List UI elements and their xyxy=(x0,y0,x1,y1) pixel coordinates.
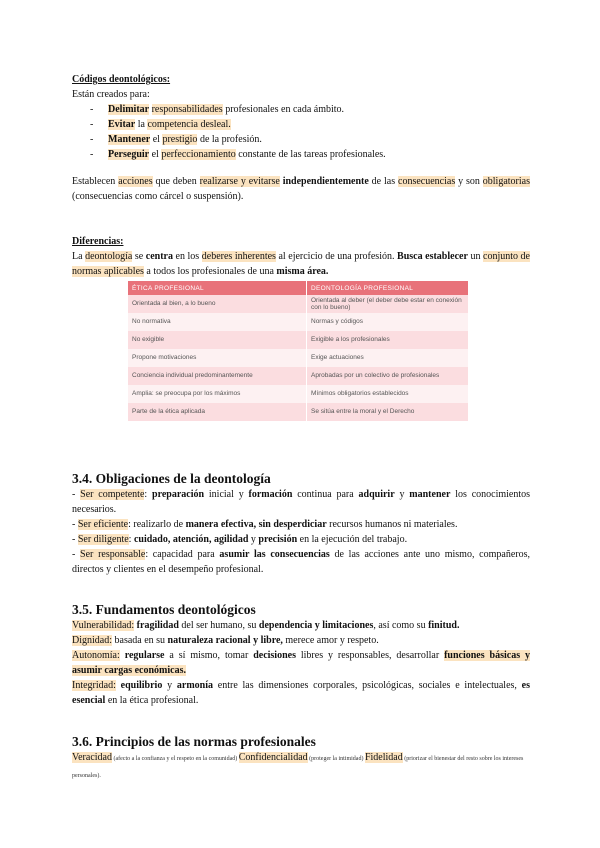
table-row xyxy=(128,295,468,313)
table-cell: Conciencia individual predominantemente xyxy=(128,367,307,385)
list-item: - Ser competente: preparación inicial y formación continua para adquirir y mantener los conocimientos necesarios. xyxy=(72,489,531,515)
table-row xyxy=(128,313,468,331)
obligaciones-heading: 3.4. Obligaciones de la deontología xyxy=(72,471,271,486)
table-header-row xyxy=(128,281,468,295)
codigos-intro: Están creados para: xyxy=(72,89,150,100)
list-item: - Evitar la competencia desleal. xyxy=(72,117,530,132)
principio-note: (priorizar el bienestar del resto sobre los intereses personales). xyxy=(72,756,524,779)
codigos-section xyxy=(72,72,530,162)
list-item: Autonomía: regularse a sí mismo, tomar decisiones libres y responsables, desarrollar funciones básicas y asumir cargas económicas. xyxy=(72,650,530,676)
table-cell: Se sitúa entre la moral y el Derecho xyxy=(307,403,469,421)
list-item: Integridad: equilibrio y armonía entre las dimensiones corporales, psicológicas, sociales e intelectuales, es esencial en la ética profesional. xyxy=(72,680,531,706)
table-cell: No exigible xyxy=(128,331,307,349)
list-item: - Ser responsable: capacidad para asumir las consecuencias de las acciones ante uno mismo, compañeros, directos y clientes en el desempeño profesional. xyxy=(72,549,530,575)
codigos-paragraph: Establecen acciones que deben realizarse y evitarse independientemente de las consecuencias y son obligatorias (consecuencias como cárcel o suspensión). xyxy=(72,176,530,202)
fundamentos-section xyxy=(72,618,530,708)
table-header: DEONTOLOGÍA PROFESIONAL xyxy=(307,281,469,295)
table-cell: Orientada al bien, a lo bueno xyxy=(128,295,307,313)
table-row xyxy=(128,331,468,349)
codigos-title: Códigos deontológicos: xyxy=(72,74,171,85)
principios-heading: 3.6. Principios de las normas profesionales xyxy=(72,734,316,749)
codigos-list xyxy=(72,102,530,162)
table-cell: Orientada al deber (el deber debe estar en conexión con lo bueno) xyxy=(307,295,469,313)
obligaciones-section xyxy=(72,487,530,577)
list-item: - Mantener el prestigio de la profesión. xyxy=(72,132,530,147)
list-item: - Delimitar responsabilidades profesionales en cada ámbito. xyxy=(72,102,530,117)
diferencias-section xyxy=(72,234,530,279)
table-cell: Amplia: se preocupa por los máximos xyxy=(128,385,307,403)
principio-fidelidad: Fidelidad xyxy=(364,752,403,763)
list-item: - Ser eficiente: realizarlo de manera efectiva, sin desperdiciar recursos humanos ni materiales. xyxy=(72,519,458,530)
table-cell: Normas y códigos xyxy=(307,313,469,331)
table-row xyxy=(128,367,468,385)
table-cell: Propone motivaciones xyxy=(128,349,307,367)
principios-section xyxy=(72,750,530,784)
list-item: Vulnerabilidad: fragilidad del ser humano, su dependencia y limitaciones, así como su finitud. xyxy=(72,620,460,631)
table-header: ÉTICA PROFESIONAL xyxy=(128,281,307,295)
table-cell: No normativa xyxy=(128,313,307,331)
diferencias-title: Diferencias: xyxy=(72,236,124,247)
principio-veracidad: Veracidad xyxy=(72,752,112,763)
diferencias-paragraph: La deontología se centra en los deberes inherentes al ejercicio de una profesión. Busca establecer un conjunto de normas aplicables a todos los profesionales de una misma área. xyxy=(72,251,531,277)
fundamentos-heading: 3.5. Fundamentos deontológicos xyxy=(72,602,256,617)
table-cell: Exigible a los profesionales xyxy=(307,331,469,349)
ethics-comparison-table xyxy=(128,281,468,421)
table-cell: Parte de la ética aplicada xyxy=(128,403,307,421)
table-row xyxy=(128,403,468,421)
principio-note: (afecto a la confianza y el respeto en la comunidad) xyxy=(111,756,239,762)
table-row xyxy=(128,385,468,403)
principio-note: (proteger la intimidad) xyxy=(307,756,365,762)
table-row xyxy=(128,349,468,367)
list-item: - Ser diligente: cuidado, atención, agilidad y precisión en la ejecución del trabajo. xyxy=(72,534,408,545)
list-item: - Perseguir el perfeccionamiento constante de las tareas profesionales. xyxy=(72,147,530,162)
principio-confidencialidad: Confidencialidad xyxy=(238,752,308,763)
table-cell: Exige actuaciones xyxy=(307,349,469,367)
table-cell: Aprobadas por un colectivo de profesionales xyxy=(307,367,469,385)
list-item: Dignidad: basada en su naturaleza racional y libre, merece amor y respeto. xyxy=(72,635,379,646)
table-cell: Mínimos obligatorios establecidos xyxy=(307,385,469,403)
